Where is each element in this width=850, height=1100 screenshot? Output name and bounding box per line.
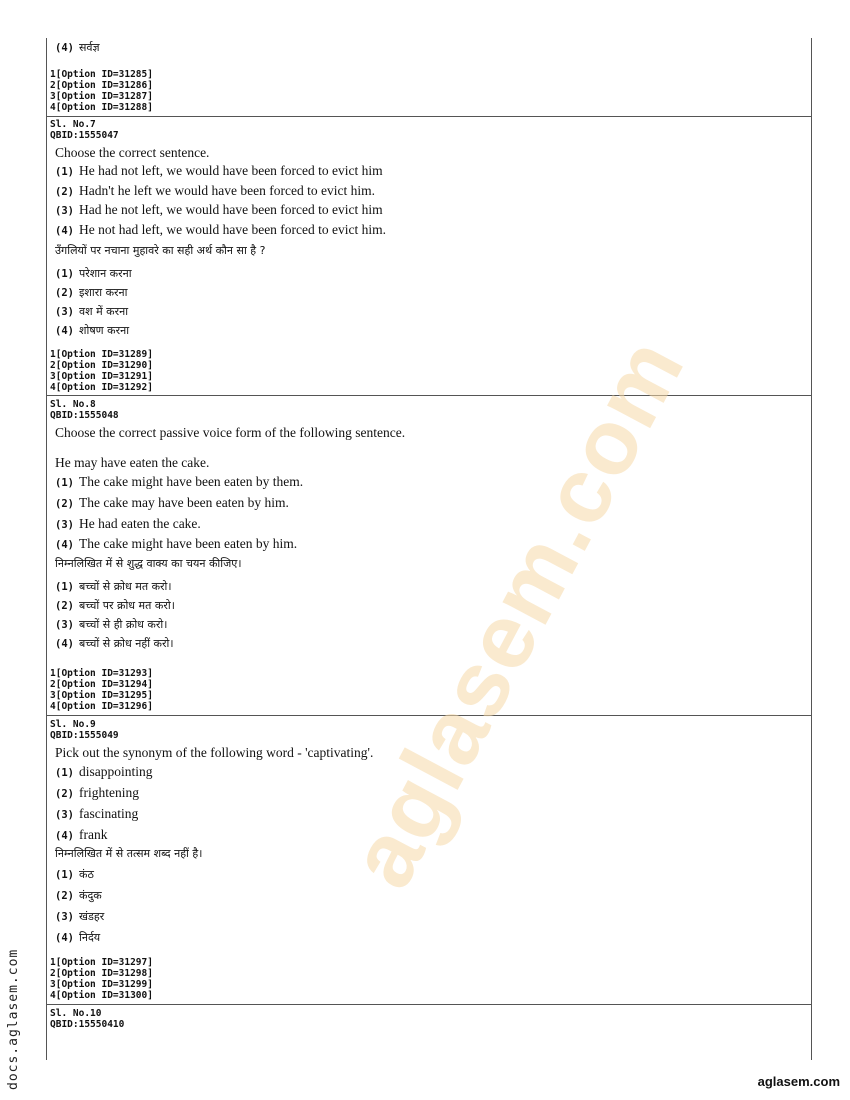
option-id: 2[Option ID=31294] bbox=[50, 679, 153, 690]
option-row bbox=[47, 495, 811, 516]
divider bbox=[47, 116, 811, 117]
option-text: परेशान करना bbox=[79, 267, 132, 280]
qbid: QBID:1555049 bbox=[50, 730, 119, 741]
option-number: (4) bbox=[55, 932, 74, 944]
qbid: QBID:1555048 bbox=[50, 410, 119, 421]
option-row bbox=[47, 536, 811, 557]
divider bbox=[47, 1004, 811, 1005]
option-row bbox=[47, 285, 811, 304]
option-row bbox=[47, 636, 811, 655]
option-text: बच्चों से क्रोध नहीं करो। bbox=[79, 637, 174, 650]
hindi-question-text: उँगलियों पर नचाना मुहावरे का सही अर्थ कौन सा है ? bbox=[55, 244, 266, 257]
question-6-tail bbox=[47, 38, 811, 59]
option-number: (1) bbox=[55, 477, 74, 489]
option-row bbox=[47, 764, 811, 785]
option-text: कंदुक bbox=[79, 889, 102, 902]
option-row bbox=[47, 266, 811, 285]
option-text: Hadn't he left we would have been forced to evict him. bbox=[79, 182, 375, 198]
option-row bbox=[47, 806, 811, 827]
option-text: बच्चों पर क्रोध मत करो। bbox=[79, 599, 175, 612]
option-text: The cake may have been eaten by him. bbox=[79, 495, 289, 510]
option-row bbox=[47, 888, 811, 909]
watermark: aglasem.com bbox=[330, 321, 705, 904]
option-number: (4) bbox=[55, 42, 74, 54]
option-number: (1) bbox=[55, 268, 74, 280]
option-text: Had he not left, we would have been forced to evict him bbox=[79, 202, 383, 217]
option-row bbox=[47, 827, 811, 847]
option-text: disappointing bbox=[79, 764, 153, 779]
option-id: 4[Option ID=31300] bbox=[50, 990, 153, 1001]
serial-number: Sl. No.9 bbox=[50, 719, 96, 730]
qbid: QBID:1555047 bbox=[50, 130, 119, 141]
option-id: 2[Option ID=31290] bbox=[50, 360, 153, 371]
option-text: He had not left, we would have been forced to evict him bbox=[79, 163, 383, 178]
option-number: (3) bbox=[55, 519, 74, 531]
option-id: 4[Option ID=31288] bbox=[50, 102, 153, 113]
option-text: The cake might have been eaten by him. bbox=[79, 536, 298, 551]
option-text: खंडहर bbox=[79, 910, 105, 923]
option-text: frightening bbox=[79, 785, 139, 800]
option-row bbox=[47, 474, 811, 495]
option-number: (2) bbox=[55, 287, 74, 299]
option-id: 3[Option ID=31295] bbox=[50, 690, 153, 701]
question-9 bbox=[47, 719, 811, 951]
side-url: docs.aglasem.com bbox=[6, 948, 21, 1090]
option-row bbox=[47, 222, 811, 242]
option-number: (4) bbox=[55, 325, 74, 337]
option-row bbox=[47, 163, 811, 183]
hindi-question-text: निम्नलिखित में से शुद्ध वाक्य का चयन कीजिए। bbox=[55, 557, 242, 570]
option-row bbox=[47, 930, 811, 951]
option-number: (2) bbox=[55, 185, 74, 198]
option-text: कंठ bbox=[79, 868, 94, 881]
option-number: (2) bbox=[55, 788, 74, 800]
option-text: He not had left, we would have been forced to evict him. bbox=[79, 221, 387, 237]
option-number: (1) bbox=[55, 767, 74, 779]
option-number: (4) bbox=[55, 539, 74, 551]
option-id: 3[Option ID=31291] bbox=[50, 371, 153, 382]
question-text: Pick out the synonym of the following word - 'captivating'. bbox=[55, 745, 374, 760]
option-row bbox=[47, 183, 811, 203]
option-text: fascinating bbox=[79, 806, 139, 821]
option-text: निर्दय bbox=[79, 931, 101, 944]
divider bbox=[47, 715, 811, 716]
option-text: He had eaten the cake. bbox=[79, 516, 201, 531]
option-text: frank bbox=[79, 827, 108, 842]
serial-number: Sl. No.10 bbox=[50, 1008, 102, 1019]
option-row bbox=[47, 323, 811, 342]
option-id: 2[Option ID=31286] bbox=[50, 80, 153, 91]
question-8 bbox=[47, 399, 811, 655]
option-id: 1[Option ID=31293] bbox=[50, 668, 153, 679]
option-text: बच्चों से ही क्रोध करो। bbox=[79, 618, 168, 631]
qbid: QBID:15550410 bbox=[50, 1019, 125, 1030]
option-id: 1[Option ID=31289] bbox=[50, 349, 153, 360]
option-number: (1) bbox=[55, 581, 74, 593]
option-id: 4[Option ID=31292] bbox=[50, 382, 153, 393]
option-number: (3) bbox=[55, 619, 74, 631]
serial-number: Sl. No.8 bbox=[50, 399, 96, 410]
option-id: 1[Option ID=31297] bbox=[50, 957, 153, 968]
option-id: 3[Option ID=31299] bbox=[50, 979, 153, 990]
option-ids bbox=[47, 957, 153, 1001]
option-ids bbox=[47, 668, 153, 712]
option-text: वश में करना bbox=[79, 305, 129, 318]
option-row bbox=[47, 867, 811, 888]
question-sentence: He may have eaten the cake. bbox=[55, 455, 210, 470]
option-id: 2[Option ID=31298] bbox=[50, 968, 153, 979]
option-number: (2) bbox=[55, 498, 74, 510]
option-number: (3) bbox=[55, 809, 74, 821]
option-row bbox=[47, 516, 811, 536]
option-row bbox=[47, 617, 811, 636]
option-number: (1) bbox=[55, 166, 74, 178]
hindi-question-text: निम्नलिखित में से तत्सम शब्द नहीं है। bbox=[55, 847, 203, 860]
option-ids bbox=[47, 69, 153, 113]
option-number: (4) bbox=[55, 830, 74, 842]
question-10 bbox=[47, 1008, 811, 1030]
option-row bbox=[47, 304, 811, 323]
option-text: इशारा करना bbox=[79, 286, 128, 299]
option-number: (2) bbox=[55, 890, 74, 902]
option-id: 4[Option ID=31296] bbox=[50, 701, 153, 712]
option-number: (4) bbox=[55, 224, 74, 237]
option-row bbox=[47, 785, 811, 806]
option-text: बच्चों से क्रोध मत करो। bbox=[79, 580, 172, 593]
option-number: (1) bbox=[55, 869, 74, 881]
question-7 bbox=[47, 119, 811, 342]
option-ids bbox=[47, 349, 153, 393]
brand-footer: aglasem.com bbox=[757, 1074, 840, 1089]
option-row bbox=[47, 579, 811, 598]
option-row bbox=[47, 202, 811, 222]
option-number: (3) bbox=[55, 911, 74, 923]
option-row bbox=[47, 40, 811, 59]
option-number: (3) bbox=[55, 205, 74, 217]
option-id: 1[Option ID=31285] bbox=[50, 69, 153, 80]
option-number: (2) bbox=[55, 600, 74, 612]
divider bbox=[47, 395, 811, 396]
question-text: Choose the correct sentence. bbox=[55, 145, 210, 160]
option-text: The cake might have been eaten by them. bbox=[79, 474, 304, 489]
option-row bbox=[47, 909, 811, 930]
option-text: शोषण करना bbox=[79, 324, 130, 337]
option-number: (4) bbox=[55, 638, 74, 650]
option-id: 3[Option ID=31287] bbox=[50, 91, 153, 102]
option-row bbox=[47, 598, 811, 617]
serial-number: Sl. No.7 bbox=[50, 119, 96, 130]
question-text: Choose the correct passive voice form of the following sentence. bbox=[55, 425, 406, 440]
page-frame bbox=[46, 38, 812, 1060]
option-text: सर्वज्ञ bbox=[79, 41, 100, 54]
option-number: (3) bbox=[55, 306, 74, 318]
